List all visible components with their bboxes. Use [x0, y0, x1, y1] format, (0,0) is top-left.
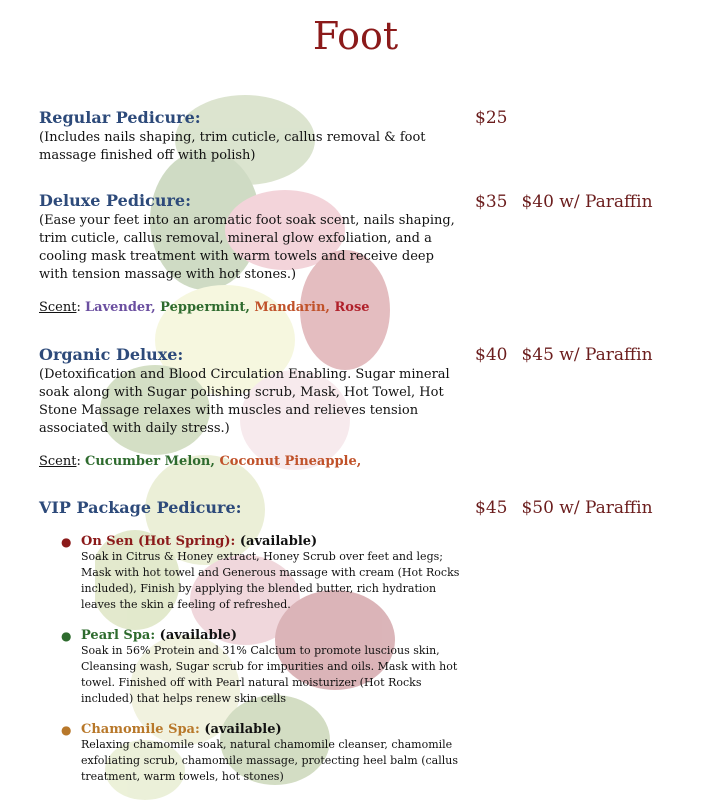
scent-separator: ,	[151, 300, 161, 315]
scent-separator: ,	[210, 454, 220, 469]
vip-item-name: On Sen (Hot Spring):	[81, 534, 236, 549]
vip-item-chamomile-spa	[61, 722, 461, 785]
scent-line-organic: Scent: Cucumber Melon, Coconut Pineapple,	[39, 454, 362, 469]
price-regular	[475, 108, 507, 128]
price-base: $45	[475, 498, 508, 518]
scent-separator: ,	[325, 300, 335, 315]
scent-option: Mandarin	[254, 300, 326, 315]
scent-list-deluxe	[85, 300, 370, 315]
vip-item-availability: (available)	[239, 534, 318, 549]
scent-label: Scent	[39, 300, 77, 315]
scent-option: Coconut Pineapple	[219, 454, 357, 469]
scent-option: Cucumber Melon	[85, 454, 211, 469]
service-title-vip: VIP Package Pedicure:	[39, 498, 242, 517]
scent-option: Peppermint	[160, 300, 246, 315]
scent-list-organic	[85, 454, 361, 469]
vip-item-name: Chamomile Spa:	[81, 722, 200, 737]
price-base: $35	[475, 192, 508, 212]
vip-item-description: Relaxing chamomile soak, natural chamomile cleanser, chamomile exfoliating scrub, chamomile massage, protecting heel balm (callus treatment, warm towels, hot stones)	[81, 738, 458, 783]
price-deluxe	[475, 192, 653, 212]
price-paraffin: $45 w/ Paraffin	[521, 345, 653, 365]
scent-separator: ,	[245, 300, 255, 315]
scent-label: Scent	[39, 454, 77, 469]
scent-option: Lavender	[85, 300, 152, 315]
vip-item-name: Pearl Spa:	[81, 628, 156, 643]
vip-item-availability: (available)	[204, 722, 282, 737]
service-desc-deluxe: (Ease your feet into an aromatic foot soak scent, nails shaping, trim cuticle, callus removal, mineral glow exfoliation, and a cooling mask treatment with warm towels and receive deep with tension massage with hot stones.)	[39, 213, 455, 282]
price-vip	[475, 498, 653, 518]
scent-option: Rose	[334, 300, 370, 315]
vip-item-description: Soak in 56% Protein and 31% Calcium to promote luscious skin, Cleansing wash, Sugar scrub for impurities and oils. Mask with hot towel. Finished off with Pearl natural moisturizer (Hot Rocks included) that helps renew skin cells	[81, 644, 458, 705]
service-title-organic: Organic Deluxe:	[39, 345, 184, 364]
bullet-icon: ●	[61, 535, 72, 549]
price-paraffin: $50 w/ Paraffin	[521, 498, 653, 518]
scent-line-deluxe: Scent: Lavender, Peppermint, Mandarin, Rose	[39, 300, 370, 315]
vip-item-description: Soak in Citrus & Honey extract, Honey Scrub over feet and legs; Mask with hot towel and Generous massage with cream (Hot Rocks included), Finish by applying the blended butter, rich hydration leaves the skin a feeling of refreshed.	[81, 550, 460, 611]
scent-separator: ,	[356, 454, 362, 469]
service-title-deluxe: Deluxe Pedicure:	[39, 191, 191, 210]
bullet-icon: ●	[61, 723, 72, 737]
page-title: Foot	[312, 14, 399, 58]
service-desc-organic: (Detoxification and Blood Circulation Enabling. Sugar mineral soak along with Sugar polishing scrub, Mask, Hot Towel, Hot Stone Massage relaxes with muscles and relieves tension associated with daily stress.)	[39, 367, 450, 436]
price-paraffin: $40 w/ Paraffin	[521, 192, 653, 212]
price-organic	[475, 345, 653, 365]
price-base: $40	[475, 345, 508, 365]
service-title-regular: Regular Pedicure:	[39, 108, 201, 127]
vip-item-on-sen	[61, 534, 461, 613]
vip-item-pearl-spa	[61, 628, 461, 707]
service-desc-regular: (Includes nails shaping, trim cuticle, callus removal & foot massage finished off with polish)	[39, 130, 426, 163]
bullet-icon: ●	[61, 629, 72, 643]
vip-item-availability: (available)	[159, 628, 237, 643]
price-base: $25	[475, 108, 508, 128]
